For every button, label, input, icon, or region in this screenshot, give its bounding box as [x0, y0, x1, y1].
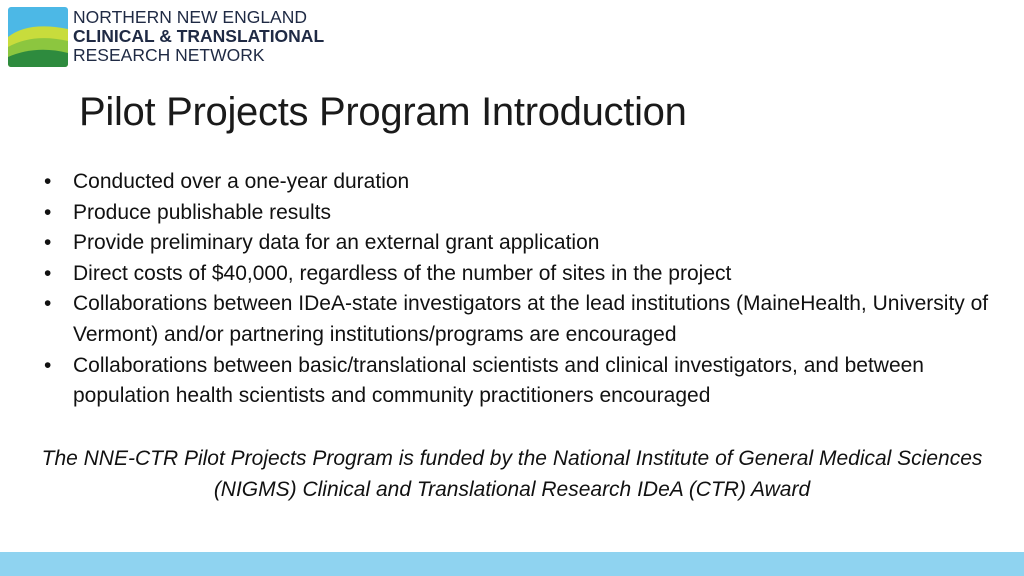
bullet-item	[44, 259, 994, 290]
bullet-item	[44, 351, 994, 412]
bullet-item	[44, 198, 994, 229]
logo-line-1: NORTHERN NEW ENGLAND	[73, 7, 308, 27]
bullet-dot: •	[44, 353, 52, 377]
bullet-dot: •	[44, 231, 52, 255]
bullet-text: Produce publishable results	[73, 200, 331, 224]
nne-ctr-logo	[8, 7, 353, 69]
bottom-band	[0, 552, 1024, 576]
bullet-dot: •	[44, 170, 52, 193]
bullet-dot: •	[44, 200, 52, 224]
bullet-text: Collaborations between IDeA-state investigators at the lead institutions (MaineHealth, University of Vermont) and/or partnering institutions/programs are encouraged	[73, 292, 989, 346]
bullet-item	[44, 167, 994, 198]
funding-statement: The NNE-CTR Pilot Projects Program is funded by the National Institute of General Medical Sciences (NIGMS) Clinical and Translational Research IDeA (CTR) Award	[41, 447, 983, 501]
bullet-text: Conducted over a one-year duration	[73, 170, 410, 193]
bullet-item	[44, 289, 994, 350]
bullet-dot: •	[44, 261, 52, 285]
bullet-text: Direct costs of $40,000, regardless of the number of sites in the project	[73, 261, 732, 285]
bullet-text: Provide preliminary data for an external grant application	[73, 231, 600, 255]
logo-line-2: CLINICAL & TRANSLATIONAL	[73, 26, 325, 46]
logo-line-3: RESEARCH NETWORK	[73, 45, 265, 65]
landscape-logo-icon	[8, 7, 68, 67]
bullet-text: Collaborations between basic/translational scientists and clinical investigators, and between population health scientists and community practitioners encouraged	[73, 353, 924, 408]
slide-title: Pilot Projects Program Introduction	[79, 90, 687, 134]
bullet-list	[44, 167, 994, 412]
bullet-dot: •	[44, 292, 52, 316]
logo-wordmark	[73, 8, 358, 65]
bullet-item	[44, 228, 994, 259]
